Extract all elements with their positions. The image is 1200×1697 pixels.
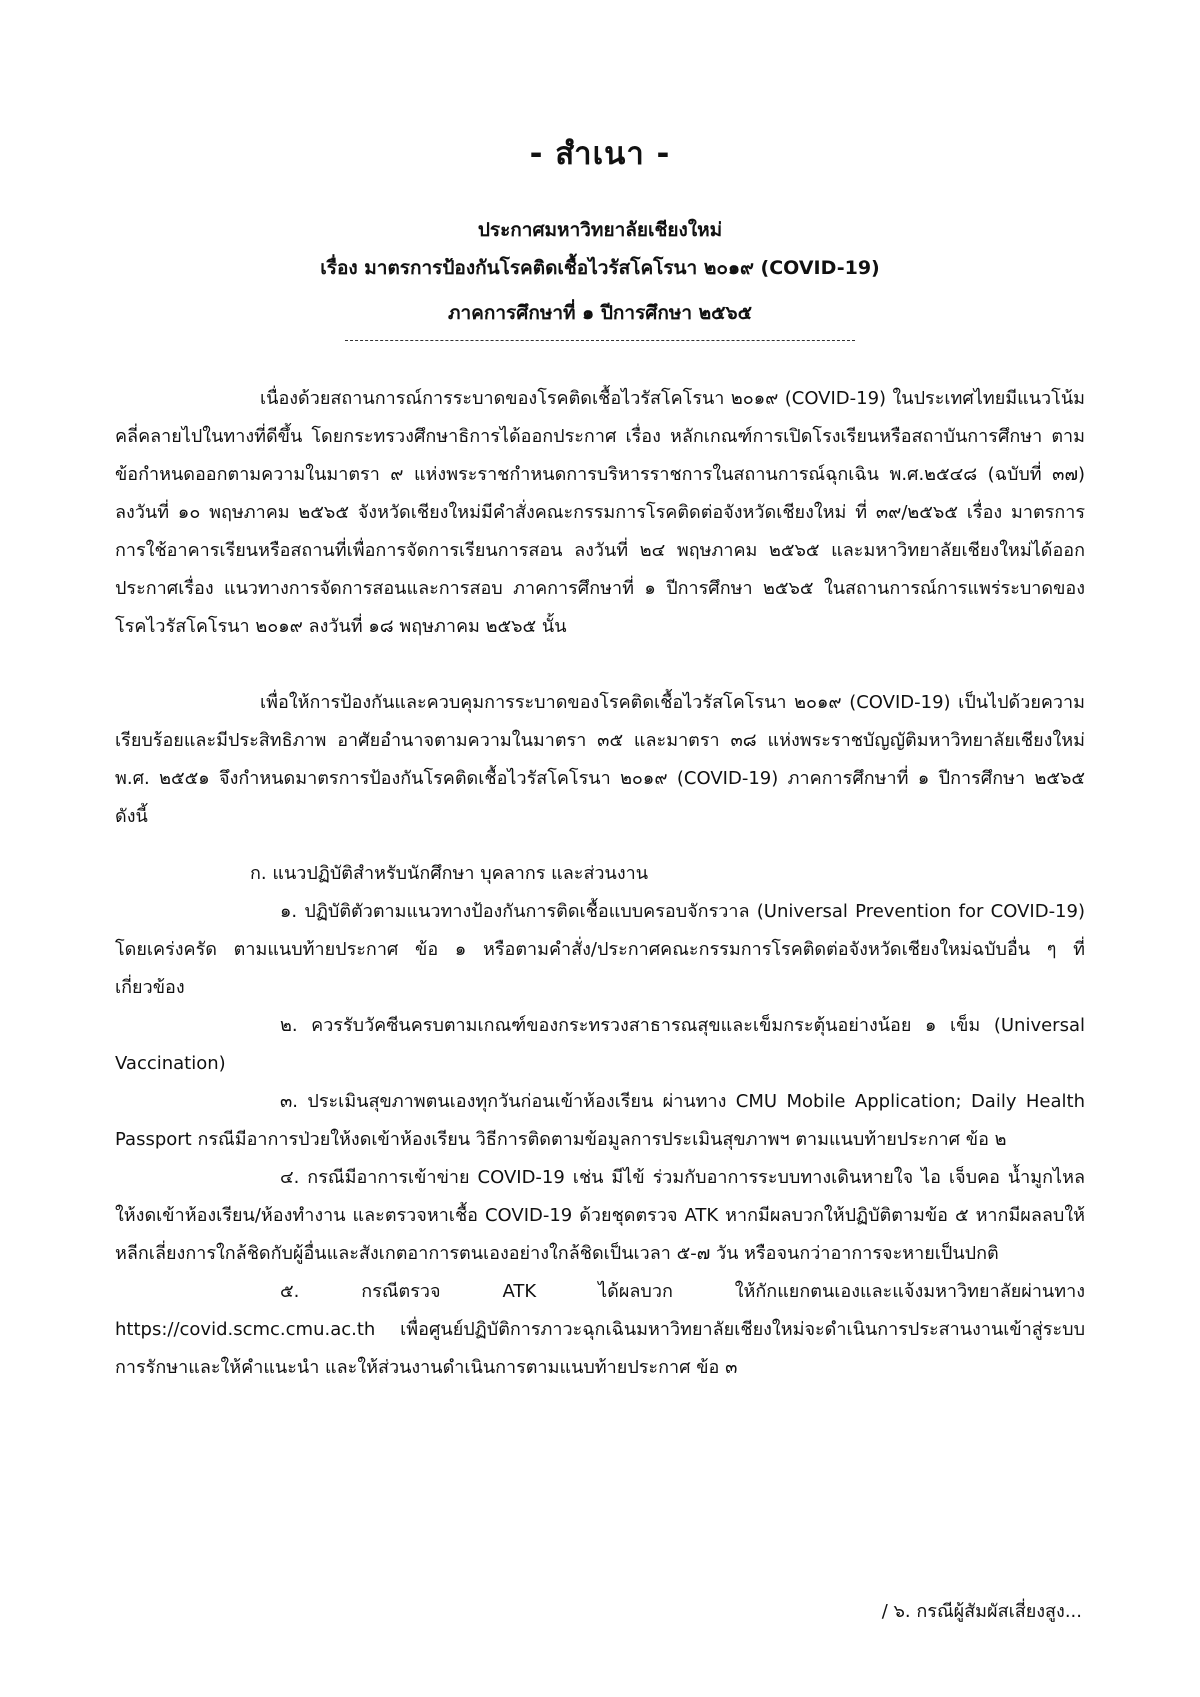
guidelines-section [115,855,1085,1387]
guideline-item-2: ๒. ควรรับวัคซีนครบตามเกณฑ์ของกระทรวงสาธารณสุขและเข็มกระตุ้นอย่างน้อย ๑ เข็ม (Universal Vaccination) [115,1015,1085,1074]
copy-stamp: - สำเนา - [529,136,671,172]
guideline-item-1: ๑. ปฏิบัติตัวตามแนวทางป้องกันการติดเชื้อแบบครอบจักรวาล (Universal Prevention for COVID-19) โดยเคร่งครัด ตามแนบท้ายประกาศ ข้อ ๑ หรือตามคำสั่ง/ประกาศคณะกรรมการโรคติดต่อจังหวัดเชียงใหม่ฉบับอื่น ๆ ที่เกี่ยวข้อง [115,901,1085,998]
section-title: ก. แนวปฏิบัติสำหรับนักศึกษา บุคลากร และส่วนงาน [250,863,649,884]
intro-paragraph: เนื่องด้วยสถานการณ์การระบาดของโรคติดเชื้อไวรัสโคโรนา ๒๐๑๙ (COVID-19) ในประเทศไทยมีแนวโน้มคลี่คลายไปในทางที่ดีขึ้น โดยกระทรวงศึกษาธิการได้ออกประกาศ เรื่อง หลักเกณฑ์การเปิดโรงเรียนหรือสถาบันการศึกษา ตามข้อกำหนดออกตามความในมาตรา ๙ แห่งพระราชกำหนดการบริหารราชการในสถานการณ์ฉุกเฉิน พ.ศ.๒๕๔๘ (ฉบับที่ ๓๗) ลงวันที่ ๑๐ พฤษภาคม ๒๕๖๕ จังหวัดเชียงใหม่มีคำสั่งคณะกรรมการโรคติดต่อจังหวัดเชียงใหม่ ที่ ๓๙/๒๕๖๕ เรื่อง มาตรการการใช้อาคารเรียนหรือสถานที่เพื่อการจัดการเรียนการสอน ลงวันที่ ๒๔ พฤษภาคม ๒๕๖๕ และมหาวิทยาลัยเชียงใหม่ได้ออกประกาศเรื่อง แนวทางการจัดการสอนและการสอบ ภาคการศึกษาที่ ๑ ปีการศึกษา ๒๕๖๕ ในสถานการณ์การแพร่ระบาดของโรคไวรัสโคโรนา ๒๐๑๙ ลงวันที่ ๑๘ พฤษภาคม ๒๕๖๕ นั้น [115,388,1085,637]
announcement-subject: เรื่อง มาตรการป้องกันโรคติดเชื้อไวรัสโคโรนา ๒๐๑๙ (COVID-19) [320,257,880,279]
intro-paragraph-block [115,380,1085,646]
heading-divider [345,340,855,341]
continuation-note: / ๖. กรณีผู้สัมผัสเสี่ยงสูง... [881,1601,1082,1622]
guideline-item-4: ๔. กรณีมีอาการเข้าข่าย COVID-19 เช่น มีไข้ ร่วมกับอาการระบบทางเดินหายใจ ไอ เจ็บคอ น้ำมูกไหล ให้งดเข้าห้องเรียน/ห้องทำงาน และตรวจหาเชื้อ COVID-19 ด้วยชุดตรวจ ATK หากมีผลบวกให้ปฏิบัติตามข้อ ๕ หากมีผลลบให้หลีกเลี่ยงการใกล้ชิดกับผู้อื่นและสังเกตอาการตนเองอย่างใกล้ชิดเป็นเวลา ๕-๗ วัน หรือจนกว่าอาการจะหายเป็นปกติ [115,1167,1085,1264]
purpose-paragraph-block [115,684,1085,836]
guideline-item-3: ๓. ประเมินสุขภาพตนเองทุกวันก่อนเข้าห้องเรียน ผ่านทาง CMU Mobile Application; Daily Health Passport กรณีมีอาการป่วยให้งดเข้าห้องเรียน วิธีการติดตามข้อมูลการประเมินสุขภาพฯ ตามแนบท้ายประกาศ ข้อ ๒ [115,1091,1085,1150]
announcement-title: ประกาศมหาวิทยาลัยเชียงใหม่ [477,219,723,241]
guideline-item-5: ๕. กรณีตรวจ ATK ได้ผลบวก ให้กักแยกตนเองและแจ้งมหาวิทยาลัยผ่านทาง https://covid.scmc.cmu.ac.th เพื่อศูนย์ปฏิบัติการภาวะฉุกเฉินมหาวิทยาลัยเชียงใหม่จะดำเนินการประสานงานเข้าสู่ระบบการรักษาและให้คำแนะนำ และให้ส่วนงานดำเนินการตามแนบท้ายประกาศ ข้อ ๓ [115,1281,1085,1378]
purpose-paragraph: เพื่อให้การป้องกันและควบคุมการระบาดของโรคติดเชื้อไวรัสโคโรนา ๒๐๑๙ (COVID-19) เป็นไปด้วยความเรียบร้อยและมีประสิทธิภาพ อาศัยอำนาจตามความในมาตรา ๓๕ และมาตรา ๓๘ แห่งพระราชบัญญัติมหาวิทยาลัยเชียงใหม่ พ.ศ. ๒๕๕๑ จึงกำหนดมาตรการป้องกันโรคติดเชื้อไวรัสโคโรนา ๒๐๑๙ (COVID-19) ภาคการศึกษาที่ ๑ ปีการศึกษา ๒๕๖๕ ดังนี้ [115,692,1085,827]
announcement-term: ภาคการศึกษาที่ ๑ ปีการศึกษา ๒๕๖๕ [447,302,752,324]
